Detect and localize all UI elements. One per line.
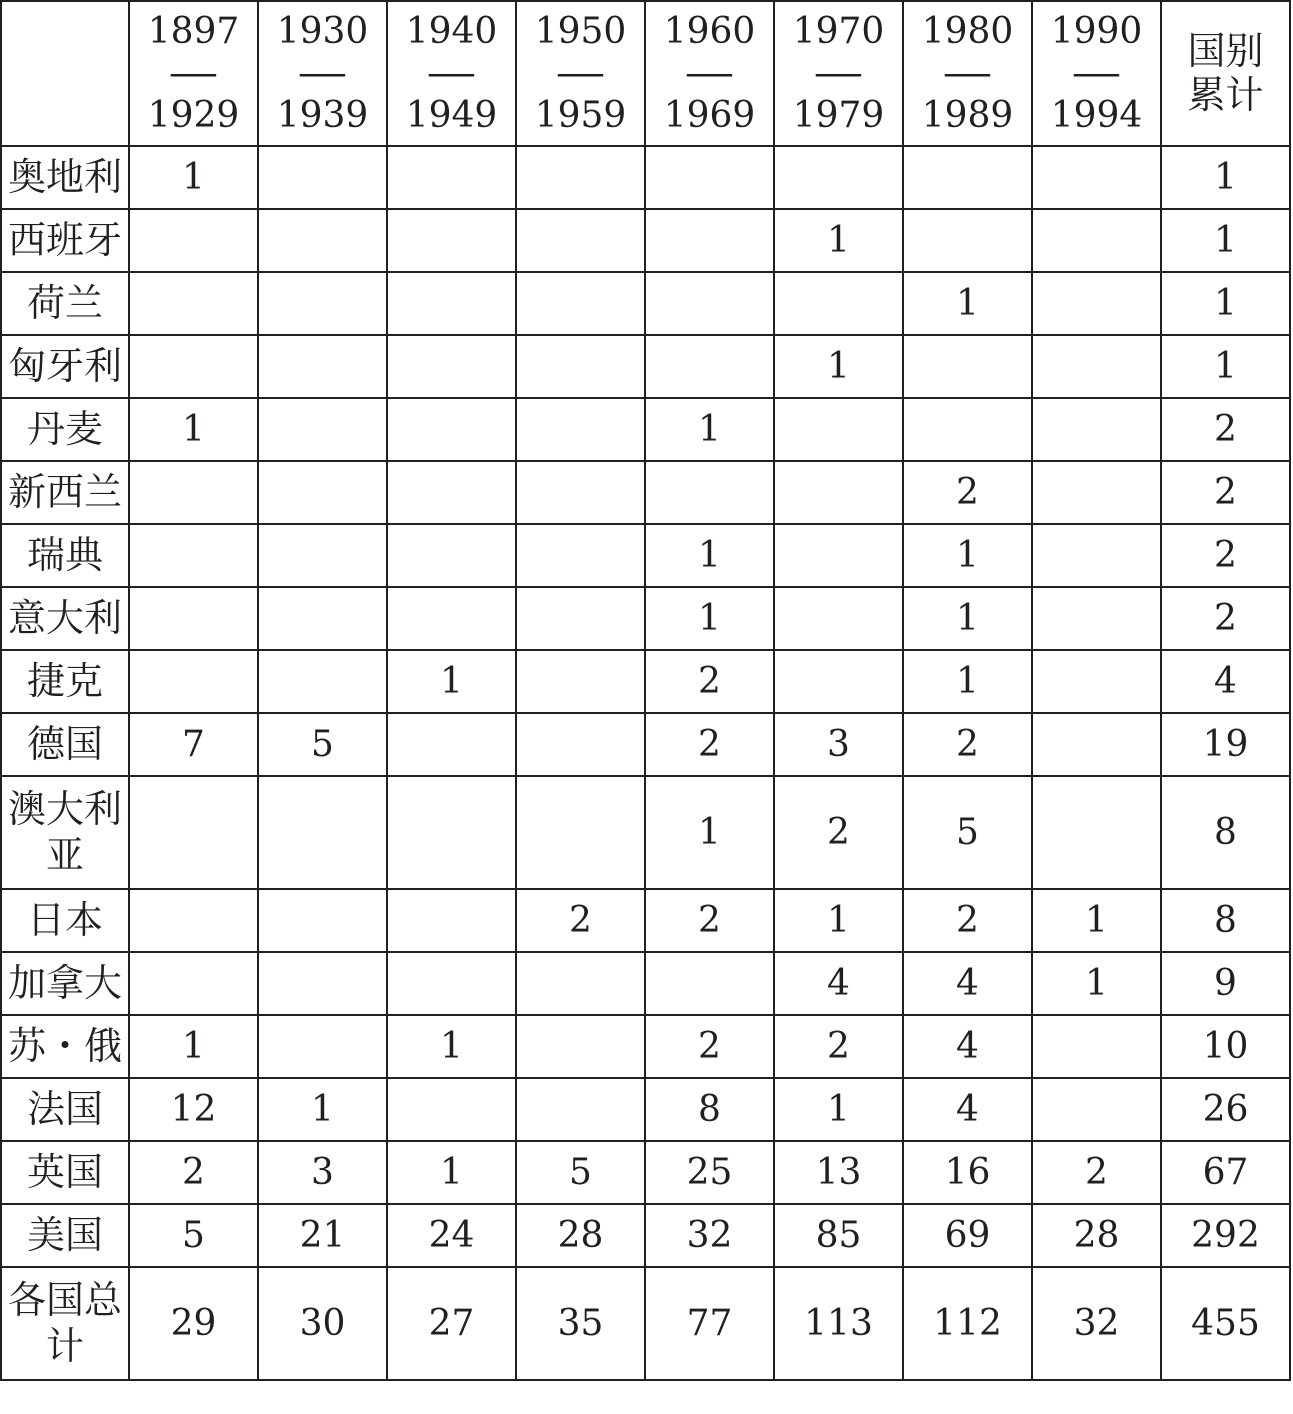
- count-cell: 4: [903, 1015, 1032, 1078]
- count-cell: [258, 461, 387, 524]
- country-name-cell: 奥地利: [1, 146, 129, 209]
- count-cell: [645, 272, 774, 335]
- count-cell: 112: [903, 1267, 1032, 1380]
- period-end-year: 1949: [405, 94, 498, 136]
- count-cell: [129, 650, 258, 713]
- count-cell: 2: [129, 1141, 258, 1204]
- column-header-country-total: 国别累计: [1161, 1, 1290, 146]
- count-cell: 1: [387, 1141, 516, 1204]
- period-separator: —: [168, 52, 219, 94]
- count-cell: [258, 776, 387, 889]
- count-cell: 113: [774, 1267, 903, 1380]
- count-cell: 1: [387, 650, 516, 713]
- count-cell: 1: [903, 524, 1032, 587]
- country-total-cell: 1: [1161, 272, 1290, 335]
- count-cell: [516, 1015, 645, 1078]
- count-cell: [129, 335, 258, 398]
- count-cell: 2: [645, 650, 774, 713]
- table-row: [1, 1141, 1290, 1204]
- table-row: [1, 776, 1290, 889]
- table-row: [1, 1078, 1290, 1141]
- count-cell: [258, 650, 387, 713]
- count-cell: [645, 461, 774, 524]
- period-start-year: 1960: [663, 10, 756, 52]
- count-cell: [387, 713, 516, 776]
- count-cell: 2: [645, 889, 774, 952]
- count-cell: [516, 650, 645, 713]
- period-separator: —: [297, 52, 348, 94]
- count-cell: [903, 398, 1032, 461]
- country-name-cell: 法国: [1, 1078, 129, 1141]
- count-cell: 1: [774, 1078, 903, 1141]
- count-cell: 1: [903, 650, 1032, 713]
- table-row: [1, 209, 1290, 272]
- count-cell: [516, 587, 645, 650]
- count-cell: [258, 952, 387, 1015]
- header-row: [1, 1, 1290, 146]
- count-cell: [645, 146, 774, 209]
- count-cell: [258, 209, 387, 272]
- period-start-year: 1980: [921, 10, 1014, 52]
- count-cell: [516, 335, 645, 398]
- count-cell: 24: [387, 1204, 516, 1267]
- count-cell: 2: [516, 889, 645, 952]
- count-cell: 1: [774, 209, 903, 272]
- country-name-cell: 各国总计: [1, 1267, 129, 1380]
- count-cell: [516, 713, 645, 776]
- count-cell: 28: [1032, 1204, 1161, 1267]
- column-header-period: [1032, 1, 1161, 146]
- country-total-cell: 4: [1161, 650, 1290, 713]
- period-start-year: 1930: [276, 10, 369, 52]
- country-total-cell: 2: [1161, 587, 1290, 650]
- count-cell: 1: [903, 272, 1032, 335]
- table-row: [1, 272, 1290, 335]
- table-row: [1, 524, 1290, 587]
- count-cell: [1032, 272, 1161, 335]
- count-cell: [258, 889, 387, 952]
- country-name-cell: 加拿大: [1, 952, 129, 1015]
- country-name-cell: 日本: [1, 889, 129, 952]
- count-cell: [1032, 209, 1161, 272]
- count-cell: 25: [645, 1141, 774, 1204]
- period-separator: —: [684, 52, 735, 94]
- country-name-cell: 匈牙利: [1, 335, 129, 398]
- count-cell: [387, 272, 516, 335]
- country-total-cell: 292: [1161, 1204, 1290, 1267]
- count-cell: [516, 776, 645, 889]
- country-name-cell: 新西兰: [1, 461, 129, 524]
- count-cell: 2: [1032, 1141, 1161, 1204]
- count-cell: [1032, 1015, 1161, 1078]
- count-cell: 32: [1032, 1267, 1161, 1380]
- period-separator: —: [942, 52, 993, 94]
- count-cell: [1032, 1078, 1161, 1141]
- count-cell: [258, 398, 387, 461]
- count-cell: [258, 1015, 387, 1078]
- count-cell: 1: [645, 524, 774, 587]
- count-cell: 32: [645, 1204, 774, 1267]
- count-cell: 3: [774, 713, 903, 776]
- count-cell: 1: [645, 587, 774, 650]
- count-cell: 2: [774, 776, 903, 889]
- count-cell: 8: [645, 1078, 774, 1141]
- country-total-cell: 9: [1161, 952, 1290, 1015]
- count-cell: 1: [129, 398, 258, 461]
- table-row: [1, 952, 1290, 1015]
- count-cell: [387, 776, 516, 889]
- count-cell: [774, 146, 903, 209]
- country-total-cell: 8: [1161, 889, 1290, 952]
- count-cell: 85: [774, 1204, 903, 1267]
- count-cell: 1: [1032, 952, 1161, 1015]
- count-cell: [258, 524, 387, 587]
- country-name-cell: 澳大利亚: [1, 776, 129, 889]
- count-cell: [129, 889, 258, 952]
- count-cell: 1: [129, 146, 258, 209]
- count-cell: [129, 272, 258, 335]
- country-name-cell: 荷兰: [1, 272, 129, 335]
- period-end-year: 1959: [534, 94, 627, 136]
- count-cell: [387, 587, 516, 650]
- count-cell: [645, 952, 774, 1015]
- country-total-cell: 1: [1161, 209, 1290, 272]
- count-cell: 1: [258, 1078, 387, 1141]
- count-cell: 21: [258, 1204, 387, 1267]
- count-cell: [774, 524, 903, 587]
- period-start-year: 1940: [405, 10, 498, 52]
- count-cell: 1: [774, 335, 903, 398]
- country-name-cell: 美国: [1, 1204, 129, 1267]
- count-cell: [1032, 461, 1161, 524]
- table-row: [1, 1267, 1290, 1380]
- count-cell: [258, 146, 387, 209]
- country-total-cell: 1: [1161, 335, 1290, 398]
- count-cell: 4: [903, 1078, 1032, 1141]
- period-end-year: 1994: [1050, 94, 1143, 136]
- table-row: [1, 146, 1290, 209]
- table-row: [1, 461, 1290, 524]
- count-cell: [129, 776, 258, 889]
- country-total-cell: 2: [1161, 398, 1290, 461]
- count-cell: [387, 461, 516, 524]
- count-cell: 1: [903, 587, 1032, 650]
- country-total-cell: 455: [1161, 1267, 1290, 1380]
- count-cell: 28: [516, 1204, 645, 1267]
- table-row: [1, 713, 1290, 776]
- period-separator: —: [555, 52, 606, 94]
- count-cell: 7: [129, 713, 258, 776]
- period-separator: —: [1071, 52, 1122, 94]
- count-cell: [129, 587, 258, 650]
- count-cell: [774, 461, 903, 524]
- count-cell: [645, 335, 774, 398]
- count-cell: [387, 524, 516, 587]
- count-cell: 16: [903, 1141, 1032, 1204]
- count-cell: [1032, 398, 1161, 461]
- country-name-cell: 瑞典: [1, 524, 129, 587]
- count-cell: [516, 209, 645, 272]
- count-cell: [903, 209, 1032, 272]
- count-cell: [645, 209, 774, 272]
- country-name-cell: 意大利: [1, 587, 129, 650]
- count-cell: 27: [387, 1267, 516, 1380]
- count-cell: [387, 146, 516, 209]
- count-cell: [387, 889, 516, 952]
- count-cell: 2: [645, 713, 774, 776]
- count-cell: [903, 335, 1032, 398]
- count-cell: 30: [258, 1267, 387, 1380]
- table-row: [1, 335, 1290, 398]
- count-cell: [774, 272, 903, 335]
- count-cell: 69: [903, 1204, 1032, 1267]
- count-cell: 1: [645, 398, 774, 461]
- count-cell: 1: [645, 776, 774, 889]
- country-total-cell: 10: [1161, 1015, 1290, 1078]
- country-name-cell: 德国: [1, 713, 129, 776]
- count-cell: [774, 650, 903, 713]
- count-cell: [387, 398, 516, 461]
- country-total-cell: 67: [1161, 1141, 1290, 1204]
- table-row: [1, 1015, 1290, 1078]
- count-cell: 35: [516, 1267, 645, 1380]
- count-cell: 4: [774, 952, 903, 1015]
- country-total-cell: 26: [1161, 1078, 1290, 1141]
- count-cell: [1032, 146, 1161, 209]
- period-end-year: 1979: [792, 94, 885, 136]
- table-row: [1, 587, 1290, 650]
- country-name-cell: 英国: [1, 1141, 129, 1204]
- count-cell: 1: [387, 1015, 516, 1078]
- count-cell: 1: [774, 889, 903, 952]
- period-start-year: 1970: [792, 10, 885, 52]
- count-cell: 3: [258, 1141, 387, 1204]
- count-cell: [129, 524, 258, 587]
- count-cell: [774, 587, 903, 650]
- count-cell: [516, 398, 645, 461]
- period-end-year: 1929: [147, 94, 240, 136]
- count-cell: [129, 952, 258, 1015]
- count-cell: [387, 952, 516, 1015]
- country-total-cell: 1: [1161, 146, 1290, 209]
- table-row: [1, 889, 1290, 952]
- count-cell: [1032, 650, 1161, 713]
- period-separator: —: [426, 52, 477, 94]
- period-start-year: 1990: [1050, 10, 1143, 52]
- count-cell: [258, 587, 387, 650]
- count-cell: [903, 146, 1032, 209]
- count-cell: 12: [129, 1078, 258, 1141]
- country-name-cell: 丹麦: [1, 398, 129, 461]
- count-cell: 5: [129, 1204, 258, 1267]
- country-total-cell: 8: [1161, 776, 1290, 889]
- count-cell: [1032, 776, 1161, 889]
- count-cell: 5: [903, 776, 1032, 889]
- count-cell: [774, 398, 903, 461]
- count-cell: [258, 335, 387, 398]
- count-cell: [516, 524, 645, 587]
- count-cell: 2: [645, 1015, 774, 1078]
- count-cell: 77: [645, 1267, 774, 1380]
- period-start-year: 1897: [147, 10, 240, 52]
- table-row: [1, 398, 1290, 461]
- count-cell: [129, 209, 258, 272]
- country-name-cell: 苏・俄: [1, 1015, 129, 1078]
- count-cell: [516, 146, 645, 209]
- count-cell: [516, 272, 645, 335]
- count-cell: [1032, 713, 1161, 776]
- count-cell: [1032, 587, 1161, 650]
- count-cell: 1: [129, 1015, 258, 1078]
- count-cell: [1032, 335, 1161, 398]
- country-total-cell: 2: [1161, 461, 1290, 524]
- count-cell: [129, 461, 258, 524]
- country-total-cell: 2: [1161, 524, 1290, 587]
- period-end-year: 1969: [663, 94, 756, 136]
- count-cell: 29: [129, 1267, 258, 1380]
- period-end-year: 1939: [276, 94, 369, 136]
- table-row: [1, 650, 1290, 713]
- count-cell: [516, 1078, 645, 1141]
- count-cell: [516, 952, 645, 1015]
- count-cell: 5: [258, 713, 387, 776]
- count-cell: 2: [903, 889, 1032, 952]
- count-cell: [387, 335, 516, 398]
- count-cell: 2: [774, 1015, 903, 1078]
- count-cell: [1032, 524, 1161, 587]
- country-name-cell: 捷克: [1, 650, 129, 713]
- country-name-cell: 西班牙: [1, 209, 129, 272]
- table-row: [1, 1204, 1290, 1267]
- count-cell: [516, 461, 645, 524]
- period-separator: —: [813, 52, 864, 94]
- count-cell: [387, 1078, 516, 1141]
- count-cell: 1: [1032, 889, 1161, 952]
- count-cell: [387, 209, 516, 272]
- count-cell: 2: [903, 461, 1032, 524]
- country-total-cell: 19: [1161, 713, 1290, 776]
- period-start-year: 1950: [534, 10, 627, 52]
- count-cell: 13: [774, 1141, 903, 1204]
- count-cell: [258, 272, 387, 335]
- count-cell: 2: [903, 713, 1032, 776]
- count-cell: 4: [903, 952, 1032, 1015]
- table-body: [1, 146, 1290, 1380]
- period-end-year: 1989: [921, 94, 1014, 136]
- count-cell: 5: [516, 1141, 645, 1204]
